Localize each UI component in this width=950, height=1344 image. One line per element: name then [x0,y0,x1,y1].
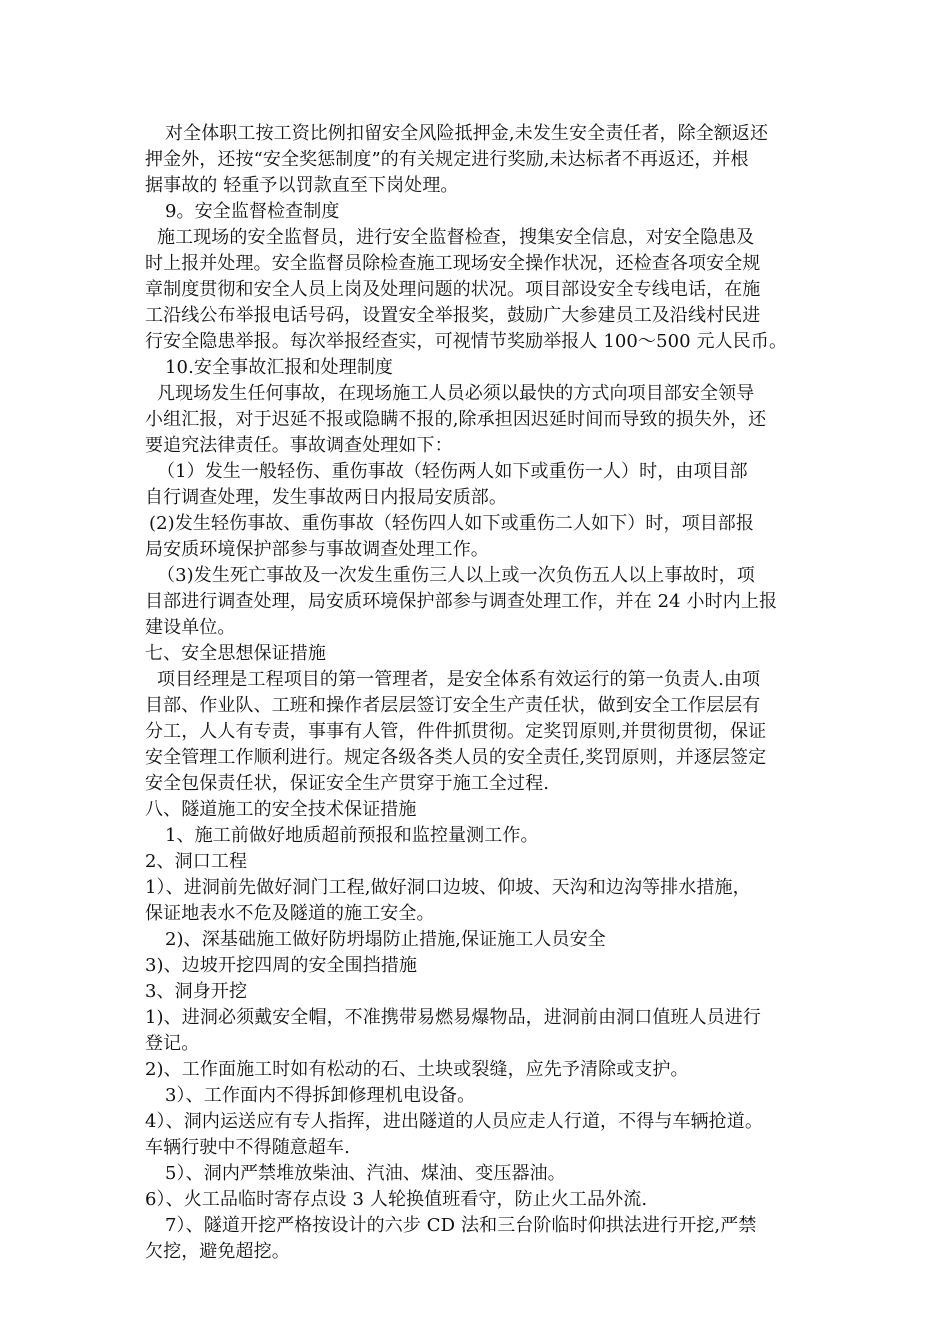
text-line: 保证地表水不危及隧道的施工安全。 [145,903,435,924]
text-line: 2)、工作面施工时如有松动的石、土块或裂缝，应先予清除或支护。 [145,1059,689,1080]
list-item-3-6 [145,1187,810,1213]
section-heading: 9。安全监督检查制度 [165,201,340,222]
text-line: 安全管理工作顺利进行。规定各级各类人员的安全责任,奖罚原则，并逐层签定 [145,747,767,768]
paragraph-deposit-policy [145,121,810,199]
list-item-2 [145,849,810,875]
paragraph-accident-2 [145,511,810,563]
text-line: 据事故的 轻重予以罚款直至下岗处理。 [145,175,459,196]
text-line: 1）、进洞前先做好洞门工程,做好洞口边坡、仰坡、天沟和边沟等排水措施， [145,877,751,898]
text-line: 押金外，还按“安全奖惩制度”的有关规定进行奖励,未达标者不再返还，并根 [145,149,749,170]
paragraph-accident-3 [145,563,810,641]
text-line: 5）、洞内严禁堆放柴油、汽油、煤油、变压器油。 [165,1163,566,1184]
text-line: 目部、作业队、工班和操作者层层签订安全生产责任状，做到安全工作层层有 [145,695,761,716]
text-line: 2、洞口工程 [145,851,248,872]
text-line: 局安质环境保护部参与事故调查处理工作。 [145,539,489,560]
text-line: 章制度贯彻和安全人员上岗及处理问题的状况。项目部设安全专线电话，在施 [145,279,761,300]
text-line: 欠挖，避免超挖。 [145,1241,290,1262]
text-line: (2)发生轻伤事故、重伤事故（轻伤四人如下或重伤二人如下）时，项目部报 [149,513,754,534]
paragraph-manager-duty [145,667,810,797]
section-heading-9 [145,199,810,225]
text-line: 行安全隐患举报。每次举报经查实，可视情节奖励举报人 100～500 元人民币。 [145,331,788,352]
list-item-3-2 [145,1057,810,1083]
text-line: 施工现场的安全监督员，进行安全监督检查，搜集安全信息，对安全隐患及 [157,227,755,248]
list-item-3-3 [145,1083,810,1109]
text-line: 目部进行调查处理，局安质环境保护部参与调查处理工作，并在 24 小时内上报 [145,591,778,612]
text-line: 时上报并处理。安全监督员除检查施工现场安全操作状况，还检查各项安全规 [145,253,761,274]
list-item-3-1 [145,1005,810,1057]
text-line: 项目经理是工程项目的第一管理者，是安全体系有效运行的第一负责人.由项 [157,669,761,690]
text-line: 小组汇报，对于迟延不报或隐瞒不报的,除承担因迟延时间而导致的损失外，还 [145,409,767,430]
section-heading-10 [145,355,810,381]
text-line: 3）、工作面内不得拆卸修理机电设备。 [165,1085,476,1106]
text-line: 分工，人人有专责，事事有人管，件件抓贯彻。定奖罚原则,并贯彻贯彻，保证 [145,721,767,742]
paragraph-supervision [145,225,810,355]
section-heading: 八、隧道施工的安全技术保证措施 [145,799,417,820]
text-line: 4）、洞内运送应有专人指挥，进出隧道的人员应走人行道，不得与车辆抢道。 [145,1111,763,1132]
text-line: 要追究法律责任。事故调查处理如下： [145,435,453,456]
list-item-3-5 [145,1161,810,1187]
section-heading: 七、安全思想保证措施 [145,643,326,664]
paragraph-accident-report [145,381,810,459]
text-line: 对全体职工按工资比例扣留安全风险抵押金,未发生安全责任者，除全额返还 [165,123,769,144]
section-heading: 10.安全事故汇报和处理制度 [165,357,394,378]
section-heading-7 [145,641,810,667]
section-heading-8 [145,797,810,823]
text-line: 2)、深基础施工做好防坍塌防止措施,保证施工人员安全 [165,929,606,950]
text-line: 车辆行驶中不得随意超车. [145,1137,350,1158]
paragraph-accident-1 [145,459,810,511]
text-line: 工沿线公布举报电话号码，设置安全举报奖，鼓励广大参建员工及沿线村民进 [145,305,761,326]
text-line: 登记。 [145,1033,200,1054]
document-body [145,121,810,1265]
list-item-3-7 [145,1213,810,1265]
text-line: 安全包保责任状，保证安全生产贯穿于施工全过程. [145,773,550,794]
text-line: 6）、火工品临时寄存点设 3 人轮换值班看守，防止火工品外流. [145,1189,648,1210]
list-item-2-1 [145,875,810,927]
text-line: 3、洞身开挖 [145,981,248,1002]
text-line: 建设单位。 [145,617,236,638]
text-line: 1)、进洞必须戴安全帽，不准携带易燃易爆物品，进洞前由洞口值班人员进行 [145,1007,761,1028]
text-line: 自行调查处理，发生事故两日内报局安质部。 [145,487,507,508]
text-line: （3)发生死亡事故及一次发生重伤三人以上或一次负伤五人以上事故时，项 [157,565,755,586]
list-item-3 [145,979,810,1005]
text-line: 1、施工前做好地质超前预报和监控量测工作。 [165,825,539,846]
list-item-3-4 [145,1109,810,1161]
list-item-2-3 [145,953,810,979]
list-item-2-2 [145,927,810,953]
text-line: 凡现场发生任何事故，在现场施工人员必须以最快的方式向项目部安全领导 [157,383,755,404]
text-line: 7）、隧道开挖严格按设计的六步 CD 法和三台阶临时仰拱法进行开挖,严禁 [165,1215,757,1236]
text-line: 3)、边坡开挖四周的安全围挡措施 [145,955,418,976]
list-item-1 [145,823,810,849]
text-line: （1）发生一般轻伤、重伤事故（轻伤两人如下或重伤一人）时，由项目部 [157,461,748,482]
